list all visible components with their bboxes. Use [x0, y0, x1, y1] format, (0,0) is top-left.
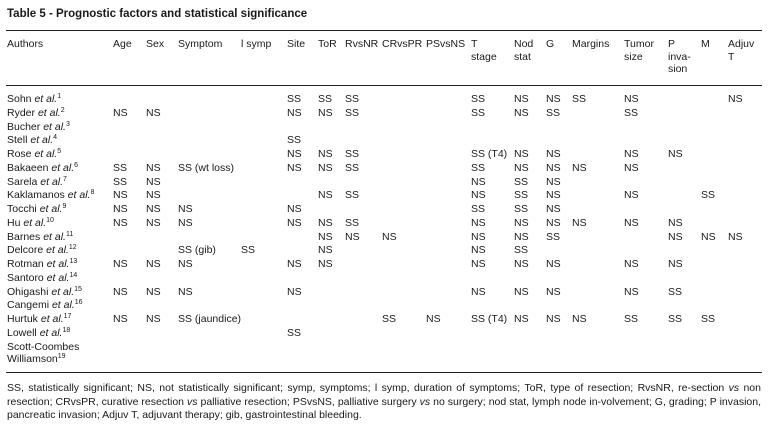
cell-sex: NS [146, 203, 161, 215]
cell-pinvasion: SS [668, 313, 683, 325]
cell-nodstat: NS [514, 216, 529, 229]
cell-pinvasion: NS [668, 216, 683, 229]
author-cell: Hu et al.$^{10}$ [7, 216, 54, 229]
cell-site: SS [287, 326, 302, 339]
cell-symptom: NS [178, 203, 193, 215]
cell-tor: NS [318, 106, 333, 119]
cell-psvsns: NS [426, 313, 441, 325]
cell-nodstat: SS [514, 203, 529, 215]
cell-rvsnr: SS [345, 216, 360, 229]
cell-margins: SS [572, 93, 587, 105]
column-header-tumorsize: Tumor size [624, 38, 654, 63]
column-header-site: Site [287, 38, 306, 50]
cell-site: NS [287, 106, 302, 119]
cell-rvsnr: SS [345, 161, 360, 174]
cell-tstage: NS [471, 285, 486, 298]
cell-nodstat: NS [514, 93, 529, 105]
cell-symptom: SS (wt loss) [178, 161, 235, 174]
cell-site: NS [287, 148, 302, 160]
column-header-margins: Margins [572, 38, 610, 50]
table-footnote: SS, statistically significant; NS, not statistically significant; symp, symptoms; l symp, duration of symptoms; ToR, type of resection; RvsNR, re-section vs non resection; CRvsPR, curative resection vs palliative resection; PSvsNS, palliative surgery vs no surgery; nod stat, lymph node in-volvement; G, grading; P invasion, pancreatic invasion; Adjuv T, adjuvant therapy; gib, gastrointestinal bleeding. [7, 382, 762, 422]
column-header-symptom: Symptom [178, 38, 223, 50]
cell-nodstat: SS [514, 244, 529, 257]
cell-g: NS [546, 203, 561, 215]
cell-age: NS [113, 203, 128, 215]
author-cell: Ryder et al.$^2$ [7, 106, 65, 119]
column-header-m: M [701, 38, 710, 50]
cell-nodstat: NS [514, 106, 529, 119]
cell-tor: SS [318, 93, 333, 105]
cell-site: NS [287, 285, 302, 298]
cell-g: NS [546, 161, 561, 174]
cell-age: SS [113, 161, 128, 174]
cell-tumorsize: NS [624, 285, 639, 298]
cell-lsymp: SS [241, 244, 256, 257]
cell-g: NS [546, 313, 561, 325]
author-cell: Bucher et al.$^3$ [7, 120, 70, 133]
cell-site: SS [287, 134, 302, 147]
cell-tstage: SS [471, 93, 486, 105]
cell-g: NS [546, 216, 561, 229]
column-header-age: Age [113, 38, 132, 50]
cell-sex: NS [146, 189, 161, 202]
column-header-lsymp: l symp [241, 38, 272, 50]
cell-tumorsize: SS [624, 313, 639, 325]
author-cell: Delcore et al.$^{12}$ [7, 244, 77, 257]
cell-tstage: NS [471, 230, 486, 243]
top-rule [6, 30, 762, 31]
cell-rvsnr: SS [345, 93, 360, 105]
cell-tstage: SS (T4) [471, 148, 508, 160]
cell-margins: NS [572, 216, 587, 229]
cell-pinvasion: NS [668, 258, 683, 270]
cell-tstage: SS [471, 106, 486, 119]
cell-site: SS [287, 93, 302, 105]
author-cell: Hurtuk et al.$^{17}$ [7, 313, 72, 325]
cell-nodstat: NS [514, 148, 529, 160]
cell-m: SS [701, 189, 716, 202]
column-header-g: G [546, 38, 555, 50]
author-cell: Lowell et al.$^{18}$ [7, 326, 71, 339]
column-header-tstage: T stage [471, 38, 497, 63]
cell-nodstat: NS [514, 161, 529, 174]
cell-adjuvt: NS [728, 93, 743, 105]
cell-sex: NS [146, 161, 161, 174]
author-cell: Ohigashi et al.$^{15}$ [7, 285, 82, 298]
cell-tumorsize: NS [624, 189, 639, 202]
cell-sex: NS [146, 175, 161, 188]
cell-nodstat: NS [514, 285, 529, 298]
cell-tstage: NS [471, 175, 486, 188]
author-cell: Kaklamanos et al.$^8$ [7, 189, 95, 202]
cell-age: SS [113, 175, 128, 188]
cell-g: NS [546, 93, 561, 105]
author-cell: Sarela et al.$^7$ [7, 175, 67, 188]
bottom-rule [6, 372, 762, 373]
cell-tstage: NS [471, 216, 486, 229]
cell-rvsnr: SS [345, 106, 360, 119]
cell-margins: NS [572, 161, 587, 174]
cell-age: NS [113, 258, 128, 270]
cell-site: NS [287, 161, 302, 174]
cell-tor: NS [318, 258, 333, 270]
column-header-sex: Sex [146, 38, 165, 50]
cell-rvsnr: SS [345, 189, 360, 202]
column-header-crvspr: CRvsPR [382, 38, 423, 50]
cell-tor: NS [318, 161, 333, 174]
cell-sex: NS [146, 258, 161, 270]
column-header-rvsnr: RvsNR [345, 38, 379, 50]
cell-nodstat: NS [514, 258, 529, 270]
cell-tstage: NS [471, 258, 486, 270]
author-cell: Rose et al.$^5$ [7, 148, 62, 160]
cell-crvspr: NS [382, 230, 397, 243]
author-cell: Tocchi et al.$^9$ [7, 203, 67, 215]
cell-g: NS [546, 189, 561, 202]
cell-tumorsize: NS [624, 161, 639, 174]
cell-site: NS [287, 203, 302, 215]
cell-age: NS [113, 313, 128, 325]
cell-g: SS [546, 106, 561, 119]
column-header-nodstat: Nod stat [514, 38, 534, 63]
author-cell: Santoro et al.$^{14}$ [7, 271, 78, 284]
column-header-adjuvt: Adjuv T [728, 38, 755, 63]
cell-tstage: SS [471, 203, 486, 215]
cell-g: NS [546, 148, 561, 160]
cell-tor: NS [318, 230, 333, 243]
cell-symptom: NS [178, 285, 193, 298]
cell-pinvasion: SS [668, 285, 683, 298]
cell-rvsnr: NS [345, 230, 360, 243]
header-rule [6, 85, 762, 86]
cell-tstage: SS [471, 161, 486, 174]
cell-g: NS [546, 258, 561, 270]
table-title: Table 5 - Prognostic factors and statistical significance [7, 8, 308, 20]
cell-g: NS [546, 175, 561, 188]
cell-tstage: NS [471, 244, 486, 257]
author-cell: Scott-Coombes Williamson$^{19}$ [7, 340, 80, 365]
cell-g: SS [546, 230, 561, 243]
cell-nodstat: NS [514, 230, 529, 243]
cell-tor: NS [318, 216, 333, 229]
cell-site: NS [287, 258, 302, 270]
cell-site: NS [287, 216, 302, 229]
cell-symptom: NS [178, 216, 193, 229]
column-header-pinvasion: P inva- sion [668, 38, 691, 75]
cell-m: NS [701, 230, 716, 243]
cell-tstage: SS (T4) [471, 313, 508, 325]
cell-symptom: SS (gib) [178, 244, 216, 257]
author-cell: Rotman et al.$^{13}$ [7, 258, 78, 270]
cell-tor: NS [318, 189, 333, 202]
cell-sex: NS [146, 216, 161, 229]
column-header-author: Authors [7, 38, 44, 50]
cell-tstage: NS [471, 189, 486, 202]
cell-age: NS [113, 285, 128, 298]
cell-tumorsize: NS [624, 216, 639, 229]
column-header-psvsns: PSvsNS [426, 38, 466, 50]
author-cell: Barnes et al.$^{11}$ [7, 230, 74, 243]
cell-crvspr: SS [382, 313, 397, 325]
cell-age: NS [113, 106, 128, 119]
cell-pinvasion: NS [668, 230, 683, 243]
author-cell: Cangemi et al.$^{16}$ [7, 299, 83, 312]
author-cell: Bakaeen et al.$^6$ [7, 161, 79, 174]
cell-age: NS [113, 189, 128, 202]
cell-tor: NS [318, 148, 333, 160]
column-header-tor: ToR [318, 38, 337, 50]
author-cell: Sohn et al.$^1$ [7, 93, 62, 105]
cell-tumorsize: SS [624, 106, 639, 119]
cell-g: NS [546, 285, 561, 298]
cell-tumorsize: NS [624, 148, 639, 160]
cell-adjuvt: NS [728, 230, 743, 243]
cell-age: NS [113, 216, 128, 229]
cell-rvsnr: SS [345, 148, 360, 160]
cell-tumorsize: NS [624, 93, 639, 105]
cell-nodstat: SS [514, 175, 529, 188]
cell-symptom: SS (jaundice) [178, 313, 242, 325]
cell-symptom: NS [178, 258, 193, 270]
cell-nodstat: SS [514, 189, 529, 202]
author-cell: Stell et al.$^4$ [7, 134, 58, 147]
cell-m: SS [701, 313, 716, 325]
cell-sex: NS [146, 285, 161, 298]
cell-nodstat: NS [514, 313, 529, 325]
cell-sex: NS [146, 313, 161, 325]
cell-tumorsize: NS [624, 258, 639, 270]
cell-tor: NS [318, 244, 333, 257]
cell-margins: NS [572, 313, 587, 325]
cell-sex: NS [146, 106, 161, 119]
cell-pinvasion: NS [668, 148, 683, 160]
